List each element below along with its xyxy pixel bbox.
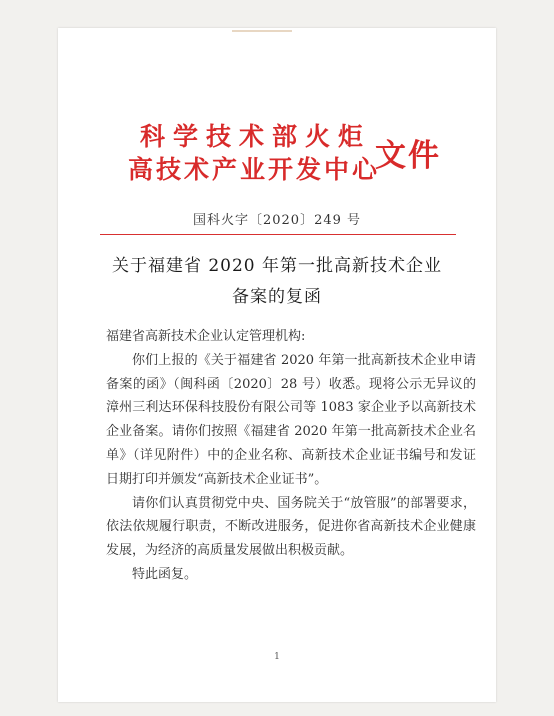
document-title-line2: 备案的复函 [232, 287, 322, 307]
page-number: 1 [274, 652, 280, 662]
issuer-name-line2: 高技术产业开发中心 [128, 155, 381, 184]
top-edge-mark [232, 30, 292, 32]
closing-line: 特此函复。 [132, 566, 198, 582]
header-red-rule [100, 234, 456, 235]
letter-body [106, 325, 476, 587]
issuer-name-line1: 科学技术部火炬 [140, 122, 372, 151]
body-paragraph-1: 你们上报的《关于福建省 2020 年第一批高新技术企业申请备案的函》（闽科函〔2020〕28 号）收悉。现将公示无异议的漳州三利达环保科技股份有限公司等 1083 家企业予以高新技术企业备案。请你们按照《福建省 2020 年第一批高新技术企业名单》（详见附件）中的企业名称、高新技术企业证书编号和发证日期打印并颁发“高新技术企业证书”。 [106, 352, 476, 487]
document-number: 国科火字〔2020〕249 号 [192, 213, 362, 228]
salutation: 福建省高新技术企业认定管理机构: [106, 329, 306, 344]
document-title-line1: 关于福建省 2020 年第一批高新技术企业 [111, 256, 443, 276]
document-type-label: 文件 [375, 138, 441, 174]
body-paragraph-2: 请你们认真贯彻党中央、国务院关于“放管服”的部署要求，依法依规履行职责，不断改进服务，促进你省高新技术企业健康发展，为经济的高质量发展做出积极贡献。 [106, 495, 476, 559]
